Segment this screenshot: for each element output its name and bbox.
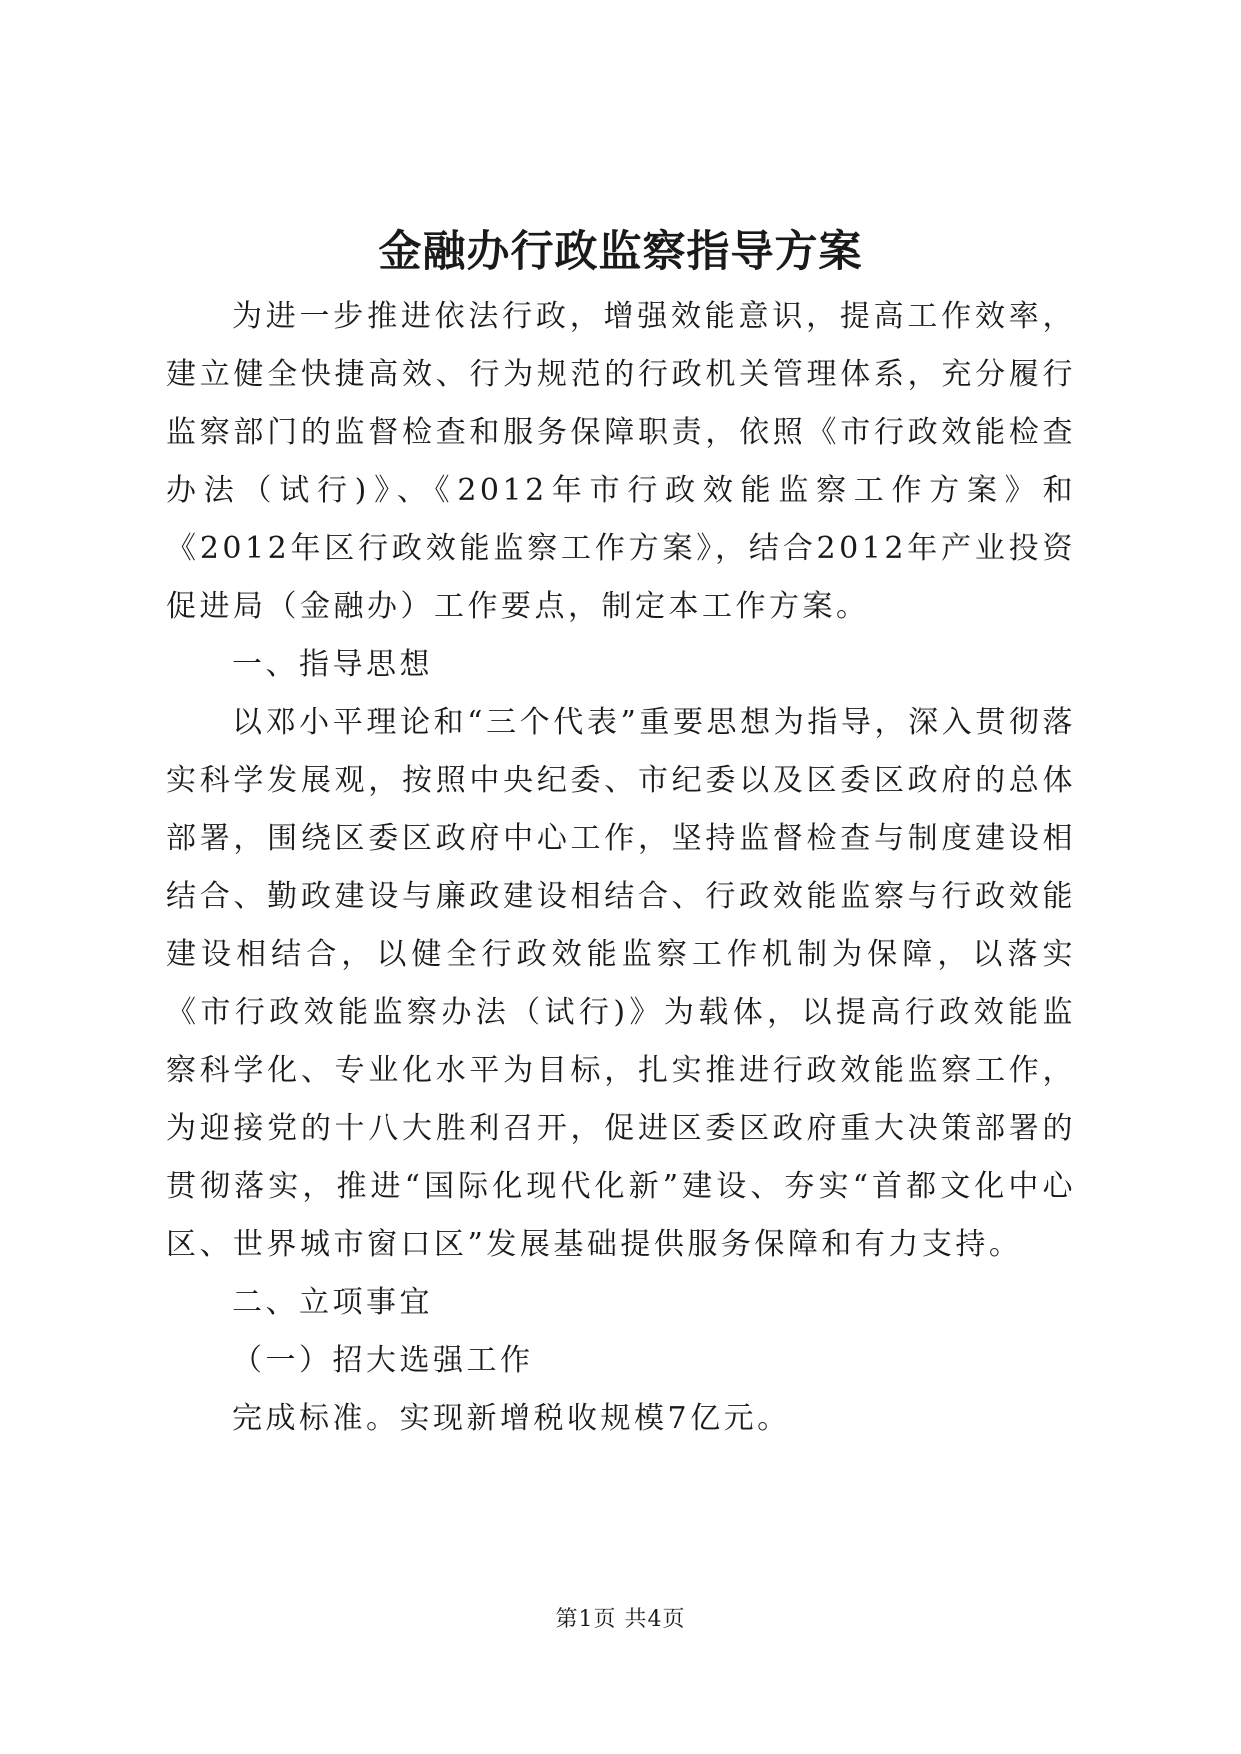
page-footer: 第1页 共4页: [555, 1607, 686, 1632]
section-heading-project-matters: 二、立项事宜: [232, 1285, 433, 1320]
paragraph-completion-standard: 完成标准。实现新增税收规模7亿元。: [232, 1401, 791, 1436]
document-title: 金融办行政监察指导方案: [378, 227, 863, 277]
paragraph-intro: 为进一步推进依法行政，增强效能意识，提高工作效率，建立健全快捷高效、行为规范的行政机关管理体系，充分履行监察部门的监督检查和服务保障职责，依照《市行政效能检查办法（试行)》、《2012年市行政效能监察工作方案》和《2012年区行政效能监察工作方案》，结合2012年产业投资促进局（金融办）工作要点，制定本工作方案。: [166, 299, 1076, 624]
subsection-heading-investment: （一）招大选强工作: [232, 1343, 534, 1378]
document-body: [166, 288, 1076, 1448]
section-heading-guiding-thought: 一、指导思想: [232, 647, 433, 682]
paragraph-guiding-thought: 以邓小平理论和“三个代表”重要思想为指导，深入贯彻落实科学发展观，按照中央纪委、市纪委以及区委区政府的总体部署，围绕区委区政府中心工作，坚持监督检查与制度建设相结合、勤政建设与廉政建设相结合、行政效能监察与行政效能建设相结合，以健全行政效能监察工作机制为保障，以落实《市行政效能监察办法（试行)》为载体，以提高行政效能监察科学化、专业化水平为目标，扎实推进行政效能监察工作，为迎接党的十八大胜利召开，促进区委区政府重大决策部署的贯彻落实，推进“国际化现代化新”建设、夯实“首都文化中心区、世界城市窗口区”发展基础提供服务保障和有力支持。: [166, 705, 1076, 1262]
